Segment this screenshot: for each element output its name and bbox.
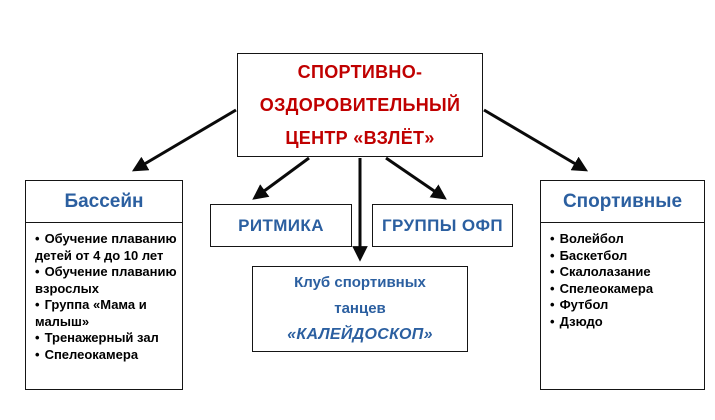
list-item-label: Спелеокамера [44,346,139,362]
sports-box-list [541,223,704,330]
list-item-label: Обучение плаванию взрослых [35,264,177,296]
list-item-label: Тренажерный зал [44,330,159,345]
ofp-box [372,204,513,247]
list-item [550,314,700,331]
club-box-line: танцев [334,300,386,317]
bullet-icon: • [550,264,555,279]
bullet-icon: • [35,231,40,246]
pool-box-list [26,223,182,363]
list-item [550,297,700,314]
list-item-label: Группа «Мама и малыш» [35,297,147,329]
root-box-line: ЦЕНТР «ВЗЛЁТ» [285,127,435,148]
bullet-icon: • [35,264,40,279]
arrow-root-to-pool [136,110,236,169]
list-item-label: Спелеокамера [559,280,654,296]
root-box-line: СПОРТИВНО- [297,61,423,82]
arrow-root-to-sports [484,110,584,169]
list-item [550,248,700,265]
sports-box [540,180,705,390]
bullet-icon: • [550,231,555,246]
list-item-label: Обучение плаванию детей от 4 до 10 лет [35,231,177,263]
club-box-line: Клуб спортивных [294,274,426,291]
list-item-label: Дзюдо [559,313,603,329]
club-box-name: «КАЛЕЙДОСКОП» [287,326,433,343]
root-box-line: ОЗДОРОВИТЕЛЬНЫЙ [259,94,461,115]
rhythmics-box [210,204,352,247]
pool-box [25,180,183,390]
ofp-box-label: ГРУППЫ ОФП [381,215,504,235]
bullet-icon: • [550,297,555,312]
list-item-label: Скалолазание [559,264,651,279]
rhythmics-box-label: РИТМИКА [238,215,324,235]
bullet-icon: • [35,346,40,362]
arrow-root-to-rhythmics [256,158,309,197]
sports-box-title: Спортивные [541,181,704,223]
pool-box-title: Бассейн [26,181,182,223]
bullet-icon: • [35,297,40,312]
club-box [252,266,468,352]
bullet-icon: • [550,247,555,263]
list-item-label: Волейбол [559,231,624,246]
list-item [550,281,700,298]
root-box [237,53,483,157]
list-item [35,297,178,330]
list-item [550,264,700,281]
bullet-icon: • [35,330,40,345]
list-item-label: Футбол [559,297,609,312]
arrow-root-to-ofp [386,158,443,197]
list-item [550,231,700,248]
list-item-label: Баскетбол [559,247,628,263]
bullet-icon: • [550,280,555,296]
list-item [35,264,178,297]
list-item [35,330,178,347]
list-item [35,347,178,364]
list-item [35,231,178,264]
bullet-icon: • [550,313,555,329]
